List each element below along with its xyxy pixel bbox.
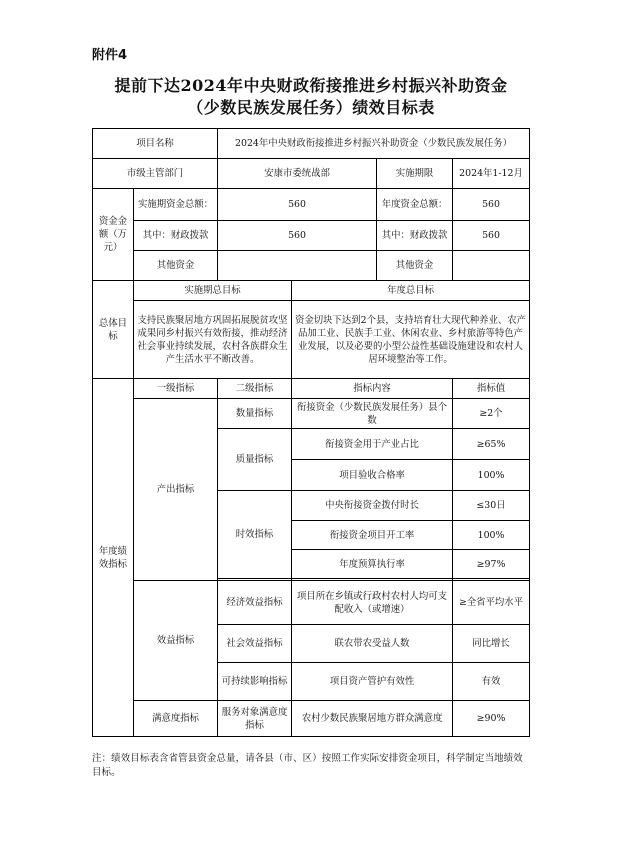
title-line-2: （少数民族发展任务）绩效目标表 — [187, 98, 435, 117]
indicator-content: 项目资产管护有效性 — [292, 663, 453, 701]
indicators-label: 年度绩效指标 — [93, 379, 134, 737]
performance-table — [92, 128, 530, 737]
dept-value: 安康市委统战部 — [218, 159, 377, 189]
funds-annual-label: 年度资金总额： — [377, 189, 453, 221]
funds-fiscal-label-annual: 其中：财政拨款 — [377, 221, 453, 251]
funds-other-label: 其他资金 — [134, 251, 218, 281]
indicator-content: 年度预算执行率 — [292, 550, 453, 579]
indicator-value: ≥2个 — [453, 399, 530, 429]
indicator-content: 农村少数民族聚居地方群众满意度 — [292, 701, 453, 737]
head-value: 指标值 — [453, 379, 530, 399]
funds-other-value-annual — [453, 251, 530, 281]
output-indicator: 产出指标 — [134, 399, 218, 581]
attachment-label: 附件4 — [92, 48, 128, 63]
funds-other-label-annual: 其他资金 — [377, 251, 453, 281]
indicator-content: 联农带农受益人数 — [292, 625, 453, 663]
indicator-value: ≥65% — [453, 429, 530, 460]
economic-indicator: 经济效益指标 — [218, 581, 292, 625]
indicator-value: 100% — [453, 460, 530, 491]
indicator-content: 衔接资金（少数民族发展任务）县个数 — [292, 399, 453, 429]
funds-fiscal-value: 560 — [218, 221, 377, 251]
funds-total-label: 实施期资金总额： — [134, 189, 218, 221]
head-level1: 一级指标 — [134, 379, 218, 399]
head-content: 指标内容 — [292, 379, 453, 399]
project-value: 2024年中央财政衔接推进乡村振兴补助资金（少数民族发展任务） — [218, 129, 530, 159]
project-label: 项目名称 — [93, 129, 218, 159]
funds-annual-value: 560 — [453, 189, 530, 221]
quality-indicator: 质量指标 — [218, 429, 292, 491]
timeliness-indicator: 时效指标 — [218, 491, 292, 579]
service-satisfaction-indicator: 服务对象满意度指标 — [218, 701, 292, 737]
goals-annual-head: 年度总目标 — [292, 281, 530, 301]
goals-period-head: 实施期总目标 — [134, 281, 292, 301]
quantity-indicator: 数量指标 — [218, 399, 292, 429]
indicator-content: 项目验收合格率 — [292, 460, 453, 491]
indicator-value: ≤30日 — [453, 491, 530, 521]
title-line-1: 提前下达2024年中央财政衔接推进乡村振兴补助资金 — [114, 76, 508, 95]
funds-other-value — [218, 251, 377, 281]
sustainability-indicator: 可持续影响指标 — [218, 663, 292, 701]
funds-fiscal-label: 其中：财政拨款 — [134, 221, 218, 251]
indicator-value: 同比增长 — [453, 625, 530, 663]
period-label: 实施期限 — [377, 159, 453, 189]
indicator-value: ≥全省平均水平 — [453, 581, 530, 625]
period-value: 2024年1-12月 — [453, 159, 530, 189]
social-indicator: 社会效益指标 — [218, 625, 292, 663]
indicator-content: 衔接资金用于产业占比 — [292, 429, 453, 460]
indicator-value: ≥97% — [453, 550, 530, 579]
footnote: 注：绩效目标表含省管县资金总量，请各县（市、区）按照工作实际安排资金项目，科学制定当地绩效目标。 — [92, 753, 523, 778]
dept-label: 市级主管部门 — [93, 159, 218, 189]
funds-fiscal-value-annual: 560 — [453, 221, 530, 251]
indicator-content: 中央衔接资金拨付时长 — [292, 491, 453, 521]
head-level2: 二级指标 — [218, 379, 292, 399]
benefit-indicator: 效益指标 — [134, 581, 218, 701]
funds-total-value: 560 — [218, 189, 377, 221]
indicator-value: 100% — [453, 521, 530, 550]
goals-annual-text: 资金切块下达到2个县，支持培育壮大现代种养业、农产品加工业、民族手工业、休闲农业、乡村旅游等特色产业发展，以及必要的小型公益性基础设施建设和农村人居环境整治等工作。 — [292, 301, 530, 379]
goals-label: 总体目标 — [93, 281, 134, 379]
indicator-content: 衔接资金项目开工率 — [292, 521, 453, 550]
satisfaction-indicator: 满意度指标 — [134, 701, 218, 737]
indicator-value: ≥90% — [453, 701, 530, 737]
indicator-content: 项目所在乡镇或行政村农村人均可支配收入（或增速） — [292, 581, 453, 625]
funds-label: 资金金额（万元） — [93, 189, 134, 281]
goals-period-text: 支持民族聚居地方巩固拓展脱贫攻坚成果同乡村振兴有效衔接，推动经济社会事业持续发展，农村各族群众生产生活水平不断改善。 — [134, 301, 292, 379]
indicator-value: 有效 — [453, 663, 530, 701]
